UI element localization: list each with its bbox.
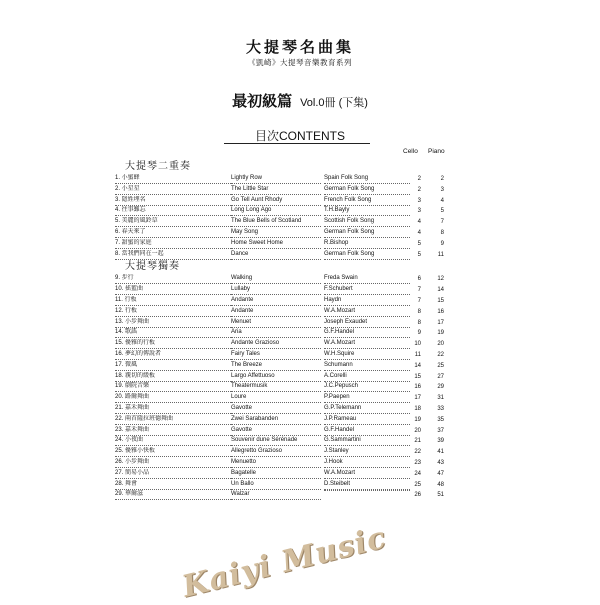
title-cn: 12. 行板	[115, 307, 231, 317]
piano-page: 35	[437, 416, 444, 423]
toc-row	[115, 274, 455, 285]
piano-page: 8	[440, 229, 444, 236]
title-en: The Blue Bells of Scotland	[231, 217, 321, 227]
composer: German Folk Song	[324, 185, 410, 195]
toc-row	[115, 361, 455, 372]
toc-row	[115, 296, 455, 307]
column-headers	[0, 148, 600, 160]
cello-page: 4	[417, 229, 421, 236]
toc-row	[115, 217, 455, 228]
cello-page: 16	[414, 384, 421, 391]
series-title: 大提琴名曲集	[245, 38, 354, 56]
composer: Spain Folk Song	[324, 174, 410, 184]
cello-page: 6	[417, 276, 421, 283]
composer: W.H.Squire	[324, 350, 410, 360]
composer: Scottish Folk Song	[324, 217, 410, 227]
toc-row	[115, 480, 455, 491]
cello-page: 8	[417, 319, 421, 326]
toc-row	[115, 285, 455, 296]
composer: Schumann	[324, 361, 410, 371]
composer: G.P.Telemann	[324, 404, 410, 414]
toc-row	[115, 328, 455, 339]
title-cn: 5. 美麗的風鈴草	[115, 217, 231, 227]
title-en: Lullaby	[231, 285, 321, 295]
composer	[324, 490, 410, 491]
toc-row	[115, 196, 455, 207]
piano-page: 16	[437, 308, 444, 315]
title-cn: 19. 劇院音樂	[115, 382, 231, 392]
toc-row	[115, 404, 455, 415]
toc-row	[115, 174, 455, 185]
cello-page: 26	[414, 492, 421, 499]
cello-page: 23	[414, 459, 421, 466]
title-cn: 22. 兩首薩拉班德舞曲	[115, 415, 231, 425]
contents-title	[0, 127, 600, 144]
composer: P.Paepen	[324, 393, 410, 403]
series-subtitle: 《凱崎》大提琴音樂教育系列	[248, 58, 352, 67]
toc-row	[115, 458, 455, 469]
title-en: May Song	[231, 228, 321, 238]
piano-page: 19	[437, 330, 444, 337]
composer: A.Corelli	[324, 372, 410, 382]
title-en: Andante	[231, 296, 321, 306]
cello-page: 5	[417, 240, 421, 247]
piano-page: 48	[437, 481, 444, 488]
title-cn: 14. 歌謠	[115, 328, 231, 338]
composer: Joseph Exaudet	[324, 318, 410, 328]
title-cn: 17. 微風	[115, 361, 231, 371]
section-heading: 大提琴二重奏	[125, 161, 191, 172]
piano-page: 33	[437, 405, 444, 412]
title-en: Bagatelle	[231, 469, 321, 479]
title-en: Gavotte	[231, 404, 321, 414]
composer: T.H.Bayly	[324, 206, 410, 216]
cello-page: 8	[417, 308, 421, 315]
toc-row	[115, 206, 455, 217]
cello-page: 20	[414, 427, 421, 434]
title-en: Souvenir dune Sérénade	[231, 436, 321, 446]
cello-page: 18	[414, 405, 421, 412]
contents-title-en: CONTENTS	[279, 129, 345, 143]
toc-row	[115, 318, 455, 329]
piano-page: 22	[437, 351, 444, 358]
title-en: Menuetto	[231, 458, 321, 468]
title-cn: 7. 甜蜜的家庭	[115, 239, 231, 249]
toc-row	[115, 250, 455, 261]
piano-page: 3	[440, 186, 444, 193]
title-cn: 16. 夢幻的傳說者	[115, 350, 231, 360]
volume-label: Vol.0冊 (下集)	[300, 97, 368, 109]
title-en: Fairy Tales	[231, 350, 321, 360]
piano-page: 5	[440, 208, 444, 215]
composer: G.F.Handel	[324, 426, 410, 436]
cello-page: 15	[414, 373, 421, 380]
title-cn: 1. 小蜜蜂	[115, 174, 231, 184]
composer: J.P.Rameau	[324, 415, 410, 425]
title-en: Loure	[231, 393, 321, 403]
piano-page: 27	[437, 373, 444, 380]
composer: R.Bishop	[324, 239, 410, 249]
title-cn: 21. 嘉禾舞曲	[115, 404, 231, 414]
cello-page: 2	[417, 186, 421, 193]
contents-title-cn: 目次	[254, 129, 279, 143]
volume-title: 最初級篇	[232, 92, 293, 110]
cello-page: 7	[417, 287, 421, 294]
title-en: Largo Affettuoso	[231, 372, 321, 382]
title-cn: 3. 隱姓埋名	[115, 196, 231, 206]
title-cn: 15. 優雅的行板	[115, 339, 231, 349]
composer: W.A.Mozart	[324, 307, 410, 317]
title-cn: 29. 華爾滋	[115, 490, 231, 500]
title-en: Zwei Sarabanden	[231, 415, 321, 425]
watermark-text: Kaiyi Music	[178, 520, 390, 605]
composer: G.Sammartini	[324, 436, 410, 446]
watermark-logo	[178, 505, 440, 605]
title-en: Theatermusik	[231, 382, 321, 392]
cello-page: 2	[417, 176, 421, 182]
title-en: Aria	[231, 328, 321, 338]
title-cn: 6. 春天來了	[115, 228, 231, 238]
title-cn: 28. 舞會	[115, 480, 231, 490]
cello-page: 19	[414, 416, 421, 423]
cello-page: 5	[417, 251, 421, 258]
piano-page: 12	[437, 276, 444, 283]
composer: Haydn	[324, 296, 410, 306]
cello-page: 3	[417, 197, 421, 204]
cello-column-header: Cello	[403, 148, 418, 155]
toc-row	[115, 339, 455, 350]
cello-page: 10	[414, 341, 421, 348]
composer: D.Steibelt	[324, 480, 410, 490]
title-cn: 2. 小星星	[115, 185, 231, 195]
piano-page: 20	[437, 341, 444, 348]
title-cn: 18. 親切的緩板	[115, 372, 231, 382]
toc-row	[115, 307, 455, 318]
piano-page: 51	[437, 492, 444, 499]
title-cn: 11. 行板	[115, 296, 231, 306]
composer: German Folk Song	[324, 250, 410, 260]
title-en: Menuet	[231, 318, 321, 328]
piano-page: 9	[440, 240, 444, 247]
piano-page: 7	[440, 219, 444, 226]
title-en: Long Long Ago	[231, 206, 321, 216]
toc-row	[115, 426, 455, 437]
title-cn: 8. 當我們同在一起	[115, 250, 231, 260]
title-cn: 10. 搖籃曲	[115, 285, 231, 295]
piano-page: 2	[440, 176, 444, 182]
title-en: Go Tell Aunt Rhody	[231, 196, 321, 206]
toc-row	[115, 382, 455, 393]
section-heading: 大提琴獨奏	[125, 261, 180, 273]
piano-page: 41	[437, 449, 444, 456]
title-en: Home Sweet Home	[231, 239, 321, 249]
title-cn: 24. 小夜曲	[115, 436, 231, 446]
volume-heading	[0, 90, 600, 111]
title-cn: 26. 小步舞曲	[115, 458, 231, 468]
piano-page: 11	[437, 251, 444, 258]
composer: J.Stanley	[324, 447, 410, 457]
toc-row	[115, 447, 455, 458]
toc-row	[115, 415, 455, 426]
title-en: Lightly Row	[231, 174, 321, 184]
piano-page: 25	[437, 362, 444, 369]
toc-row	[115, 239, 455, 250]
toc-row	[115, 228, 455, 239]
cello-page: 3	[417, 208, 421, 215]
contents-underline	[224, 143, 370, 144]
title-cn: 23. 嘉禾舞曲	[115, 426, 231, 436]
piano-page: 37	[437, 427, 444, 434]
cello-page: 4	[417, 219, 421, 226]
composer: W.A.Mozart	[324, 469, 410, 479]
toc-row	[115, 350, 455, 361]
cello-page: 22	[414, 449, 421, 456]
cello-page: 17	[414, 395, 421, 402]
cello-page: 9	[417, 330, 421, 337]
composer: J.Hook	[324, 458, 410, 468]
title-en: Andante	[231, 307, 321, 317]
composer: German Folk Song	[324, 228, 410, 238]
table-of-contents	[115, 160, 455, 501]
title-cn: 27. 簡易小品	[115, 469, 231, 479]
cello-page: 7	[417, 297, 421, 304]
composer: G.F.Handel	[324, 328, 410, 338]
title-en: Gavotte	[231, 426, 321, 436]
cello-page: 21	[414, 438, 421, 445]
title-cn: 9. 步行	[115, 274, 231, 284]
toc-row	[115, 490, 455, 501]
title-cn: 13. 小步舞曲	[115, 318, 231, 328]
cello-page: 24	[414, 470, 421, 477]
toc-row	[115, 436, 455, 447]
composer: Freda Swain	[324, 274, 410, 284]
cello-page: 14	[414, 362, 421, 369]
title-en: Allegretto Grazioso	[231, 447, 321, 457]
composer: French Folk Song	[324, 196, 410, 206]
piano-page: 39	[437, 438, 444, 445]
piano-page: 15	[437, 297, 444, 304]
piano-page: 4	[440, 197, 444, 204]
piano-page: 47	[437, 470, 444, 477]
title-en: Walking	[231, 274, 321, 284]
toc-row	[115, 185, 455, 196]
toc-row	[115, 372, 455, 383]
cello-page: 11	[414, 351, 421, 358]
title-cn: 25. 優雅小快板	[115, 447, 231, 457]
composer: J.C.Pepusch	[324, 382, 410, 392]
toc-row	[115, 393, 455, 404]
piano-column-header: Piano	[428, 148, 445, 155]
title-cn: 4. 往事難忘	[115, 206, 231, 216]
piano-page: 17	[437, 319, 444, 326]
title-en: The Little Star	[231, 185, 321, 195]
piano-page: 14	[437, 287, 444, 294]
title-en: Dance	[231, 250, 321, 260]
title-en: Andante Grazioso	[231, 339, 321, 349]
toc-row	[115, 469, 455, 480]
title-en: Un Ballo	[231, 480, 321, 490]
piano-page: 31	[437, 395, 444, 402]
piano-page: 29	[437, 384, 444, 391]
piano-page: 43	[437, 459, 444, 466]
composer: F.Schubert	[324, 285, 410, 295]
composer: W.A.Mozart	[324, 339, 410, 349]
title-en: Walzar	[231, 490, 321, 500]
cello-page: 25	[414, 481, 421, 488]
title-en: The Breeze	[231, 361, 321, 371]
title-cn: 20. 路爾舞曲	[115, 393, 231, 403]
